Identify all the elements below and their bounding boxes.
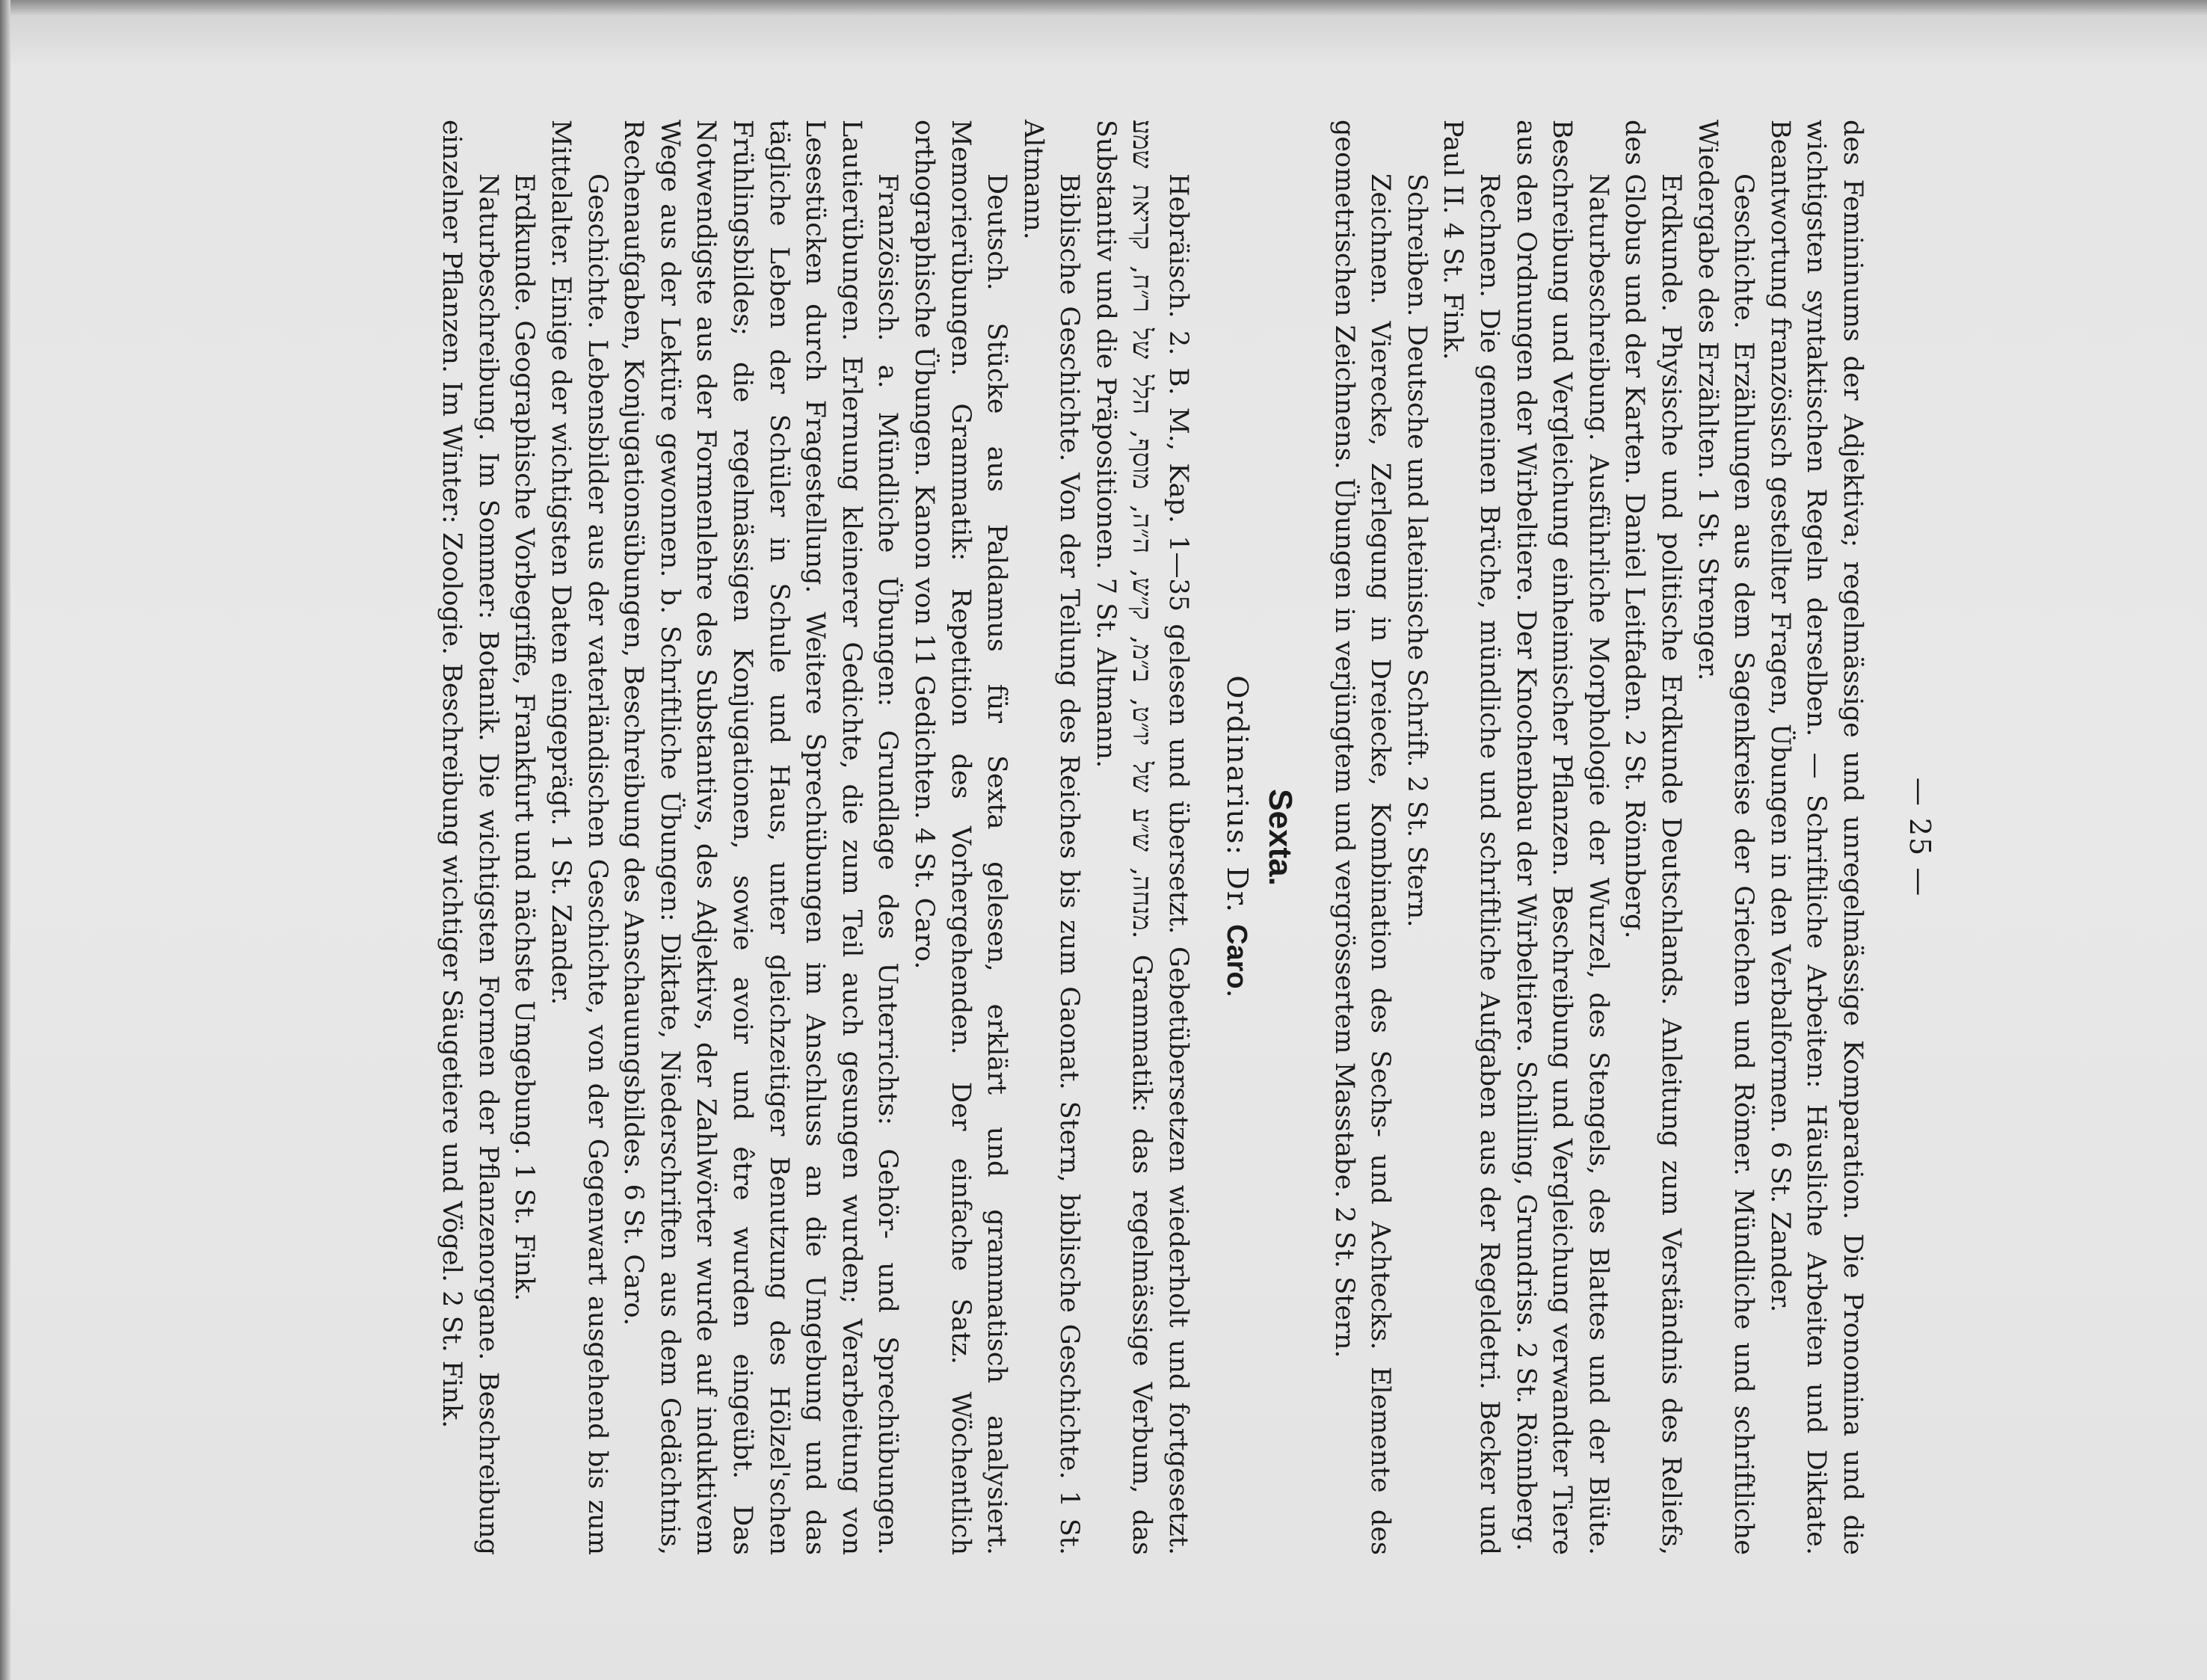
paragraph-rechnen: Rechnen. Die gemeinen Brüche, mündliche und schriftliche Aufgaben aus der Regeldetri. Becker und Paul II. 4 St. Fink. xyxy=(1438,120,1505,1555)
paragraph-schreiben: Schreiben. Deutsche und lateinische Schrift. 2 St. Stern. xyxy=(1401,173,1432,928)
printed-page xyxy=(194,90,1936,1585)
paragraph-geschichte-sexta: Geschichte. Lebensbilder aus der vaterländischen Geschichte, von der Gegenwart ausgehend bis zum Mittelalter. Einige der wichtigsten Daten eingeprägt. 1 St. Zander. xyxy=(546,120,612,1555)
ordinarius-label: Ordinarius: Dr. xyxy=(1221,675,1255,914)
paragraph-geschichte: Geschichte. Erzählungen aus dem Sagenkreise der Griechen und Römer. Mündliche und schriftliche Wiedergabe des Erzählten. 1 St. Strenger. xyxy=(1692,120,1759,1555)
page-number: — 25 — xyxy=(1903,777,1936,898)
ordinarius-name: Caro xyxy=(1221,924,1253,989)
paragraph-naturbeschreibung-sexta: Naturbeschreibung. Im Sommer: Botanik. Die wichtigsten Formen der Pflanzenorgane. Beschreibung einzelner Pflanzen. Im Winter: Zoologie. Beschreibung wichtiger Säugetiere und Vögel. 2 St. Fink. xyxy=(437,120,503,1555)
section-title: Sexta. xyxy=(1262,789,1299,886)
paragraph-naturbeschreibung: Naturbeschreibung. Ausführliche Morphologie der Wurzel, des Stengels, des Blattes und der Blüte. Beschreibung und Vergleichung einheimischer Pflanzen. Beschreibung und Vergleichung verwandter Tiere aus den Ordnungen der Wirbeltiere. Der Knochenbau der Wirbeltiere. Schilling, Grundriss. 2 St. Rönnberg. xyxy=(1510,120,1613,1555)
paragraph-hebraeisch: Hebräisch. 2. B. M., Kap. 1—35 gelesen und übersetzt. Gebetübersetzen wiederholt und fortgesetzt. מנחה, ש״ע של יו״ט, ב״מ, ק״ש, ה״ה, מוסף, הלל של ר״ח, קריאת שמע. Grammatik: das regelmässige Verbum, das Substantiv und die Präpositionen. 7 St. Altmann. xyxy=(1090,120,1194,1555)
paragraph-franzoesisch: Französisch. a. Mündliche Übungen: Grundlage des Unterrichts: Gehör- und Sprechübungen. Lautierübungen. Erlernung kleinerer Gedichte, die zum Teil auch gesungen wurden; Verarbeitung von Lesestücken durch Fragestellung. Weitere Sprechübungen im Anschluss an die Umgebung und das tägliche Leben der Schüler in Schule und Haus, unter gleichzeitiger Benutzung des Hölzel'schen Frühlingsbildes; die regelmässigen Konjugationen, sowie avoir und être wurden eingeübt. Das Notwendigste aus der Formenlehre des Substantivs, des Adjektivs, der Zahlwörter wurde auf induktivem Wege aus der Lektüre gewonnen. b. Schriftliche Übungen: Diktate, Niederschriften aus dem Gedächtnis, Rechenaufgaben, Konjugationsübungen, Beschreibung des Anschauungsbildes. 6 St. Caro. xyxy=(618,120,903,1555)
ordinarius-line xyxy=(1220,120,1254,1555)
paragraph-zeichnen: Zeichnen. Vierecke, Zerlegung in Dreiecke, Kombination des Sechs- und Achtecks. Elemente des geometrischen Zeichnens. Übungen in verjüngtem und vergrössertem Masstabe. 2 St. Stern. xyxy=(1329,120,1396,1555)
scan-left-edge xyxy=(0,0,10,1680)
paragraph-erdkunde: Erdkunde. Physische und politische Erdkunde Deutschlands. Anleitung zum Verständnis des Reliefs, des Globus und der Karten. Daniel Leitfaden. 2 St. Rönnberg. xyxy=(1619,120,1687,1555)
paragraph-biblische-geschichte: Biblische Geschichte. Von der Teilung des Reiches bis zum Gaonat. Stern, biblische Geschichte. 1 St. Altmann. xyxy=(1018,120,1085,1555)
scan-top-edge xyxy=(0,0,2207,15)
ordinarius-end: . xyxy=(1221,988,1255,1000)
paragraph-continuation: des Femininums der Adjektiva; regelmässige und unregelmässige Komparation. Die Pronomina und die wichtigsten syntaktischen Regeln derselben. — Schriftliche Arbeiten: Häusliche Arbeiten und Diktate. Beantwortung französisch gestellter Fragen, Übungen in den Verbalformen. 6 St. Zander. xyxy=(1764,120,1868,1555)
paragraph-erdkunde-sexta: Erdkunde. Geographische Vorbegriffe, Frankfurt und nächste Umgebung. 1 St. Fink. xyxy=(509,173,540,1302)
paragraph-deutsch: Deutsch. Stücke aus Paldamus für Sexta gelesen, erklärt und grammatisch analysiert. Memorierübungen. Grammatik: Repetition des Vorhergehenden. Der einfache Satz. Wöchentlich orthographische Übungen. Kanon von 11 Gedichten. 4 St. Caro. xyxy=(908,120,1012,1555)
